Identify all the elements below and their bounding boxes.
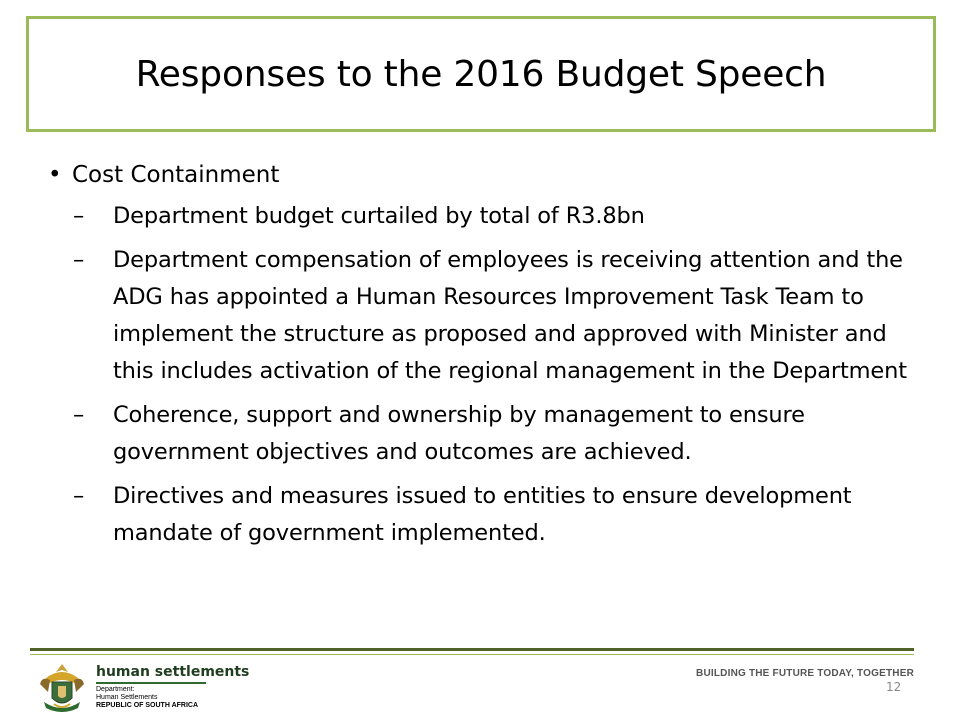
coat-of-arms-icon xyxy=(32,658,92,718)
dash-icon: – xyxy=(73,247,85,273)
footer-rule-light xyxy=(30,654,914,655)
sub-bullet-text: Coherence, support and ownership by management to ensure government objectives and outcomes are achieved. xyxy=(113,402,805,465)
bullet-cost-containment xyxy=(48,160,928,190)
bullet-icon: • xyxy=(48,162,62,188)
page-number: 12 xyxy=(886,680,902,694)
dash-icon: – xyxy=(73,483,85,509)
department-title: Human Settlements xyxy=(96,694,158,701)
department-rule xyxy=(96,682,206,684)
department-country: REPUBLIC OF SOUTH AFRICA xyxy=(96,702,199,709)
dash-icon: – xyxy=(73,203,85,229)
sub-bullet-coherence xyxy=(48,397,928,471)
dash-icon: – xyxy=(73,402,85,428)
slide-content xyxy=(48,160,928,559)
footer-tagline: BUILDING THE FUTURE TODAY, TOGETHER xyxy=(696,668,914,679)
title-box xyxy=(26,16,936,132)
sub-bullet-directives xyxy=(48,478,928,552)
sub-bullet-text: Directives and measures issued to entities to ensure development mandate of government implemented. xyxy=(113,483,852,546)
sub-bullet-text: Department compensation of employees is receiving attention and the ADG has appointed a Human Resources Improvement Task Team to implement the structure as proposed and approved with Minister and this includes activation of the regional management in the Department xyxy=(113,247,907,384)
sub-bullet-budget xyxy=(48,198,928,235)
department-block xyxy=(96,664,249,710)
bullet-text: Cost Containment xyxy=(72,162,280,188)
sub-bullet-text: Department budget curtailed by total of R3.8bn xyxy=(113,203,645,229)
footer-rule-dark xyxy=(30,648,914,651)
department-name: human settlements xyxy=(96,664,250,680)
department-label: Department: xyxy=(96,686,135,693)
slide-title: Responses to the 2016 Budget Speech xyxy=(135,53,827,95)
sub-bullet-compensation xyxy=(48,242,928,390)
